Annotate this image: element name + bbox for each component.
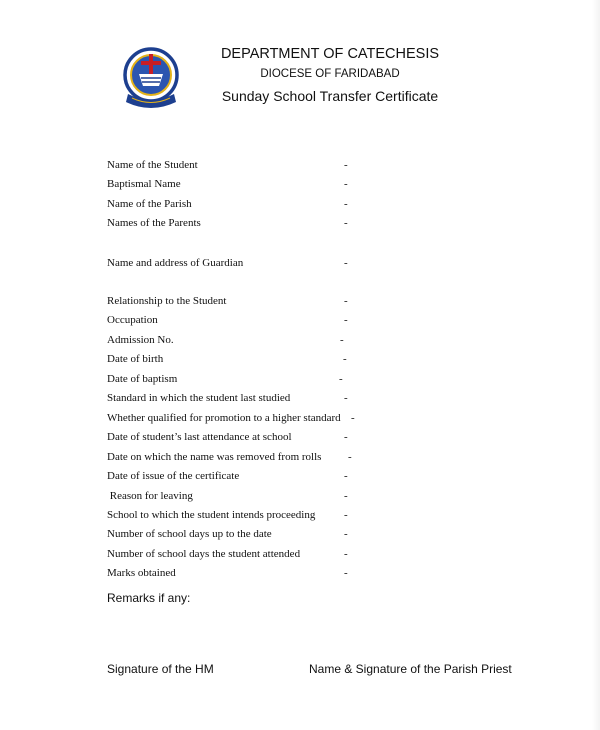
field-separator: -: [340, 334, 344, 346]
field-separator: -: [344, 217, 348, 229]
field-row: [107, 257, 348, 269]
field-label: Date of baptism: [107, 373, 178, 385]
field-label: Date of birth: [107, 353, 164, 365]
department-heading: DEPARTMENT OF CATECHESIS: [220, 46, 440, 62]
field-separator: -: [344, 198, 348, 210]
field-label: Number of school days the student attended: [107, 548, 301, 560]
field-label: Name and address of Guardian: [107, 257, 244, 269]
field-label: Whether qualified for promotion to a higher standard: [107, 412, 341, 424]
field-row: [107, 353, 347, 365]
field-row: [107, 509, 348, 521]
field-separator: -: [344, 257, 348, 269]
field-label: Standard in which the student last studied: [107, 392, 291, 404]
field-separator: -: [344, 528, 348, 540]
field-label: Occupation: [107, 314, 158, 326]
field-separator: -: [344, 392, 348, 404]
field-separator: -: [344, 470, 348, 482]
field-row: [107, 373, 343, 385]
remarks-label: Remarks if any:: [107, 591, 191, 605]
field-separator: -: [344, 509, 348, 521]
field-row: [107, 431, 348, 443]
field-separator: -: [344, 548, 348, 560]
field-label: Date of issue of the certificate: [107, 470, 240, 482]
field-row: [107, 314, 348, 326]
field-label: Date on which the name was removed from rolls: [107, 451, 322, 463]
field-row: [107, 334, 344, 346]
field-label: Name of the Student: [107, 159, 198, 171]
hm-signature-label: Signature of the HM: [107, 662, 214, 676]
field-row: [107, 392, 348, 404]
field-label: Date of student’s last attendance at school: [107, 431, 292, 443]
field-label: Relationship to the Student: [107, 295, 227, 307]
field-separator: -: [339, 373, 343, 385]
field-row: [107, 528, 348, 540]
certificate-title: Sunday School Transfer Certificate: [221, 88, 439, 104]
field-label: Baptismal Name: [107, 178, 181, 190]
field-separator: -: [344, 159, 348, 171]
field-separator: -: [348, 451, 352, 463]
field-label: Name of the Parish: [107, 198, 192, 210]
field-row: [107, 217, 348, 229]
field-row: [107, 198, 348, 210]
field-row: [107, 548, 348, 560]
field-separator: -: [344, 295, 348, 307]
field-label: Names of the Parents: [107, 217, 201, 229]
field-separator: -: [343, 353, 347, 365]
field-separator: -: [344, 490, 348, 502]
field-separator: -: [351, 412, 355, 424]
field-separator: -: [344, 178, 348, 190]
field-label: Admission No.: [107, 334, 174, 346]
field-separator: -: [344, 567, 348, 579]
field-row: [107, 470, 348, 482]
field-row: [107, 490, 348, 502]
page-edge-shadow: [592, 0, 600, 730]
field-row: [107, 295, 348, 307]
field-label: Reason for leaving: [107, 490, 193, 502]
field-row: [107, 159, 348, 171]
diocese-subheading: DIOCESE OF FARIDABAD: [260, 68, 400, 80]
field-separator: -: [344, 431, 348, 443]
field-row: [107, 178, 348, 190]
field-label: Marks obtained: [107, 567, 176, 579]
field-row: [107, 451, 352, 463]
field-row: [107, 567, 348, 579]
field-label: School to which the student intends proceeding: [107, 509, 316, 521]
parish-priest-signature-label: Name & Signature of the Parish Priest: [309, 662, 512, 676]
field-label: Number of school days up to the date: [107, 528, 272, 540]
field-separator: -: [344, 314, 348, 326]
field-row: [107, 412, 355, 424]
